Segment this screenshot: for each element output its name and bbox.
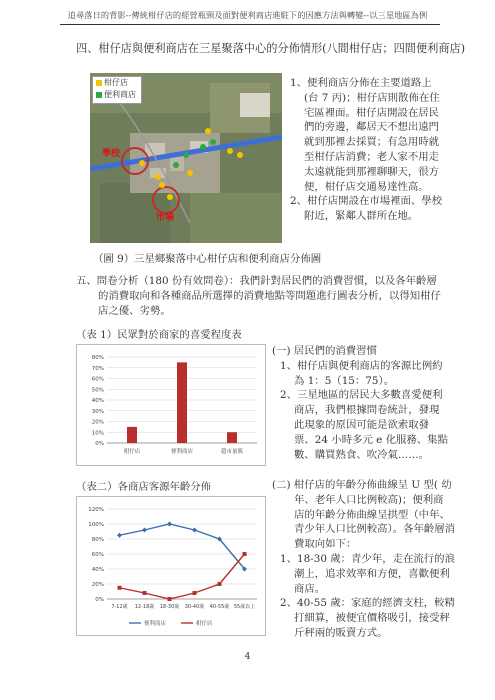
legend-label-store: 柑仔店 bbox=[104, 78, 128, 87]
habits-line: 2、三星地區的居民大多數喜愛便利 bbox=[280, 389, 443, 402]
x-tick-label: 18-30歲 bbox=[159, 604, 180, 610]
x-tick-label: 30-40歲 bbox=[184, 604, 205, 610]
map-note-line: 2、柑仔店開設在市場裡面、學校 bbox=[290, 195, 443, 208]
map-note-line: (台 7 丙)；柑仔店則散佈在住 bbox=[304, 91, 440, 104]
table-1-caption: （表 1）民眾對於商家的喜愛程度表 bbox=[76, 329, 242, 341]
section-5-line: 店之優、劣勢。 bbox=[98, 304, 171, 317]
data-point bbox=[167, 522, 172, 527]
legend-swatch-convenience bbox=[96, 92, 102, 98]
y-tick-label: 0% bbox=[95, 441, 104, 447]
legend-item-convenience bbox=[93, 89, 141, 101]
x-tick-label: 55歲以上 bbox=[233, 604, 256, 610]
header-rule bbox=[60, 24, 440, 25]
age-line: 店的年齡分佈曲線呈拱型（中年、 bbox=[294, 508, 450, 521]
x-tick-label: 柑仔店 bbox=[123, 449, 141, 455]
y-tick-label: 70% bbox=[91, 365, 104, 372]
map-note-line: 便，柑仔店交通易達性高。 bbox=[304, 180, 429, 193]
bar bbox=[127, 427, 137, 443]
x-tick-label: 超市量販 bbox=[220, 449, 244, 455]
y-tick-label: 40% bbox=[91, 398, 104, 404]
habits-line: 1、柑仔店與便利商店的客源比例約 bbox=[280, 359, 443, 372]
running-header: 追尋落日的背影--傳統柑仔店的經營瓶頸及面對便利商店進駐下的因應方法與轉變--以三星地區為例 bbox=[67, 10, 428, 20]
age-line: 2、40-55 歲：家庭的經濟支柱，較精 bbox=[280, 597, 455, 610]
age-distribution-section bbox=[272, 478, 472, 641]
age-line: (二) 柑仔店的年齡分佈曲線呈 U 型( 幼 bbox=[272, 479, 452, 491]
y-tick-label: 60% bbox=[91, 376, 104, 383]
section-5-paragraph bbox=[76, 274, 476, 318]
data-point bbox=[117, 533, 122, 538]
age-line: 1、18-30 歲：青少年，走在流行的浪 bbox=[280, 552, 455, 565]
habits-line: 數、購買熟食、吹冷氣……。 bbox=[294, 448, 430, 461]
y-tick-label: 20% bbox=[91, 419, 104, 426]
y-tick-label: 0% bbox=[95, 597, 104, 603]
y-tick-label: 30% bbox=[91, 408, 104, 415]
map-note-line: 1、便利商店分佈在主要道路上 bbox=[290, 77, 432, 89]
bar bbox=[177, 362, 187, 443]
legend-label: 柑仔店 bbox=[196, 621, 213, 627]
habits-line: (一) 居民們的消費習慣 bbox=[272, 345, 377, 357]
data-point bbox=[193, 591, 197, 595]
x-tick-label: 12-18歲 bbox=[134, 604, 155, 610]
legend-label: 便利商店 bbox=[144, 621, 167, 627]
y-tick-label: 100% bbox=[88, 522, 104, 528]
map-note-line: 附近，緊鄰人群所在地。 bbox=[304, 210, 419, 223]
age-line: 商店。 bbox=[294, 582, 326, 595]
y-tick-label: 120% bbox=[88, 507, 104, 513]
map-note-line: 太遠就能到那裡聊聊天，很方 bbox=[304, 165, 440, 178]
age-line: 潮上，追求效率和方便，喜歡便利 bbox=[294, 567, 450, 580]
figure-9-caption: （圖 9）三星鄉聚落中心柑仔店和便利商店分佈圖 bbox=[93, 253, 322, 265]
map-note-line: 們的旁邊，鄰居天不想出遠門 bbox=[304, 121, 440, 134]
line-chart-svg bbox=[77, 497, 265, 635]
bar bbox=[227, 432, 237, 443]
data-point bbox=[218, 582, 222, 586]
age-line: 費取向如下： bbox=[294, 538, 357, 551]
age-line: 斤秤兩的販賣方式。 bbox=[294, 626, 388, 639]
map-note-line: 至柑仔店消費；老人家不用走 bbox=[304, 150, 440, 163]
table-2-chart bbox=[76, 496, 266, 636]
map-label-school: 學校 bbox=[102, 149, 121, 159]
habits-line: 票、24 小時多元 e 化服務、集點 bbox=[294, 433, 448, 446]
data-point bbox=[168, 597, 172, 601]
y-tick-label: 80% bbox=[91, 355, 104, 361]
y-tick-label: 50% bbox=[91, 387, 104, 394]
habits-line: 此現象的原因可能是欲索取發 bbox=[294, 418, 430, 431]
map-label-market: 市場 bbox=[156, 213, 175, 223]
x-tick-label: 便利商店 bbox=[170, 449, 194, 455]
table-1-chart bbox=[76, 344, 266, 466]
age-line: 青少年人口比例較高）。各年齡層消 bbox=[294, 523, 456, 536]
data-point bbox=[243, 552, 247, 556]
data-point bbox=[142, 528, 147, 533]
y-tick-label: 80% bbox=[91, 537, 104, 543]
section-5-line: 五、問卷分析（180 份有效問卷）：我們針對居民們的消費習慣，以及各年齡層 bbox=[76, 275, 437, 287]
habits-section bbox=[272, 344, 467, 462]
map-legend bbox=[92, 76, 142, 104]
data-point bbox=[192, 528, 197, 533]
y-tick-label: 40% bbox=[91, 567, 104, 573]
series-line bbox=[120, 524, 245, 569]
y-tick-label: 10% bbox=[91, 430, 104, 437]
age-line: 年、老年人口比例較高)；便利商 bbox=[294, 493, 444, 506]
table-2-caption: （表二）各商店客源年齡分佈 bbox=[76, 481, 212, 493]
x-tick-label: 40-55歲 bbox=[209, 604, 230, 610]
legend-swatch-store bbox=[96, 80, 102, 86]
bar-chart-svg bbox=[77, 345, 265, 465]
page-number: 4 bbox=[244, 652, 251, 662]
y-tick-label: 60% bbox=[91, 552, 104, 558]
habits-line: 為 1：5（15：75）。 bbox=[294, 374, 395, 387]
y-tick-label: 20% bbox=[91, 582, 104, 588]
data-point bbox=[143, 591, 147, 595]
age-line: 打細算，被便宜價格吸引，接受秤 bbox=[294, 612, 450, 625]
map-note-line: 就到那裡去採買；有急用時就 bbox=[304, 136, 440, 149]
series-line bbox=[120, 554, 245, 599]
x-tick-label: 7-12歲 bbox=[111, 604, 128, 610]
data-point bbox=[118, 586, 122, 590]
habits-line: 商店，我們根據問卷統計，發現 bbox=[294, 404, 440, 417]
legend-label-convenience: 便利商店 bbox=[104, 90, 136, 99]
legend-item-store bbox=[93, 77, 141, 89]
map-note-line: 宅區裡面。柑仔店開設在居民 bbox=[304, 106, 440, 119]
section-5-line: 的消費取向和各種商品所選擇的消費地點等問題進行圖表分析，以得知柑仔 bbox=[98, 289, 441, 302]
section-4-heading: 四、柑仔店與便利商店在三星聚落中心的分佈情形(八間柑仔店；四間便利商店) bbox=[76, 42, 466, 55]
map-notes bbox=[290, 76, 460, 224]
